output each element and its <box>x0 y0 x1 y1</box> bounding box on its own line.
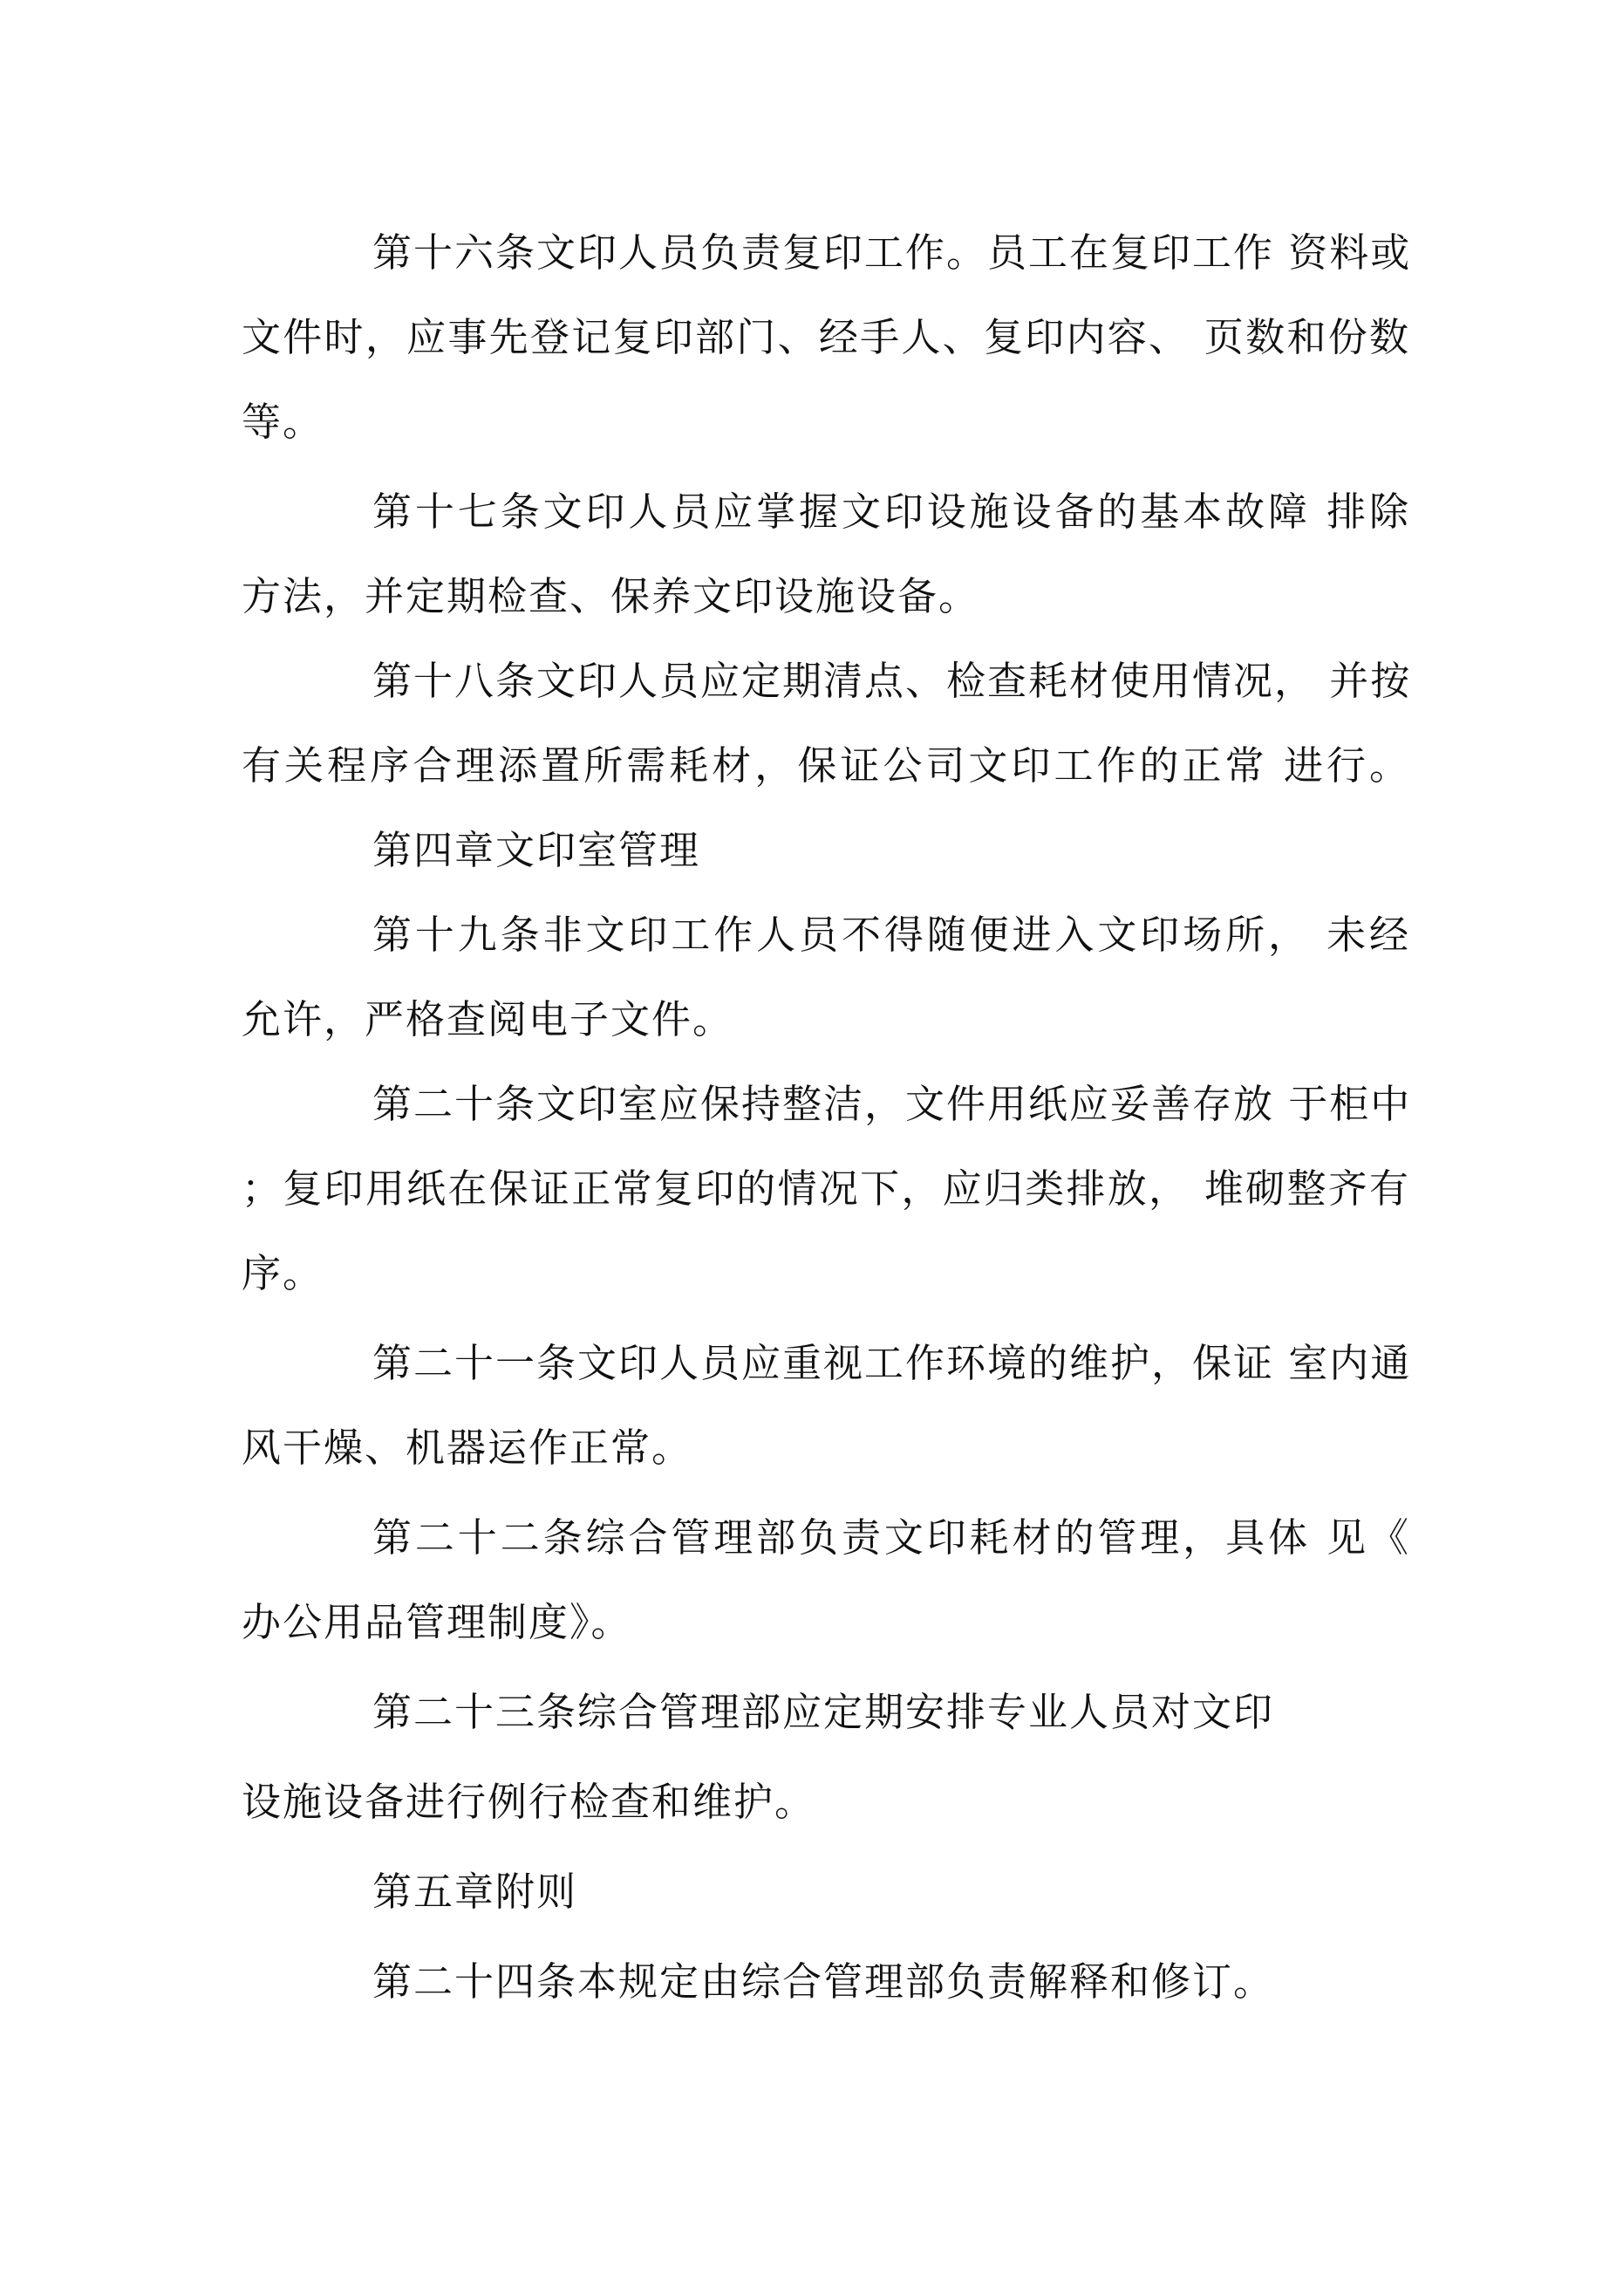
article-21-line-1: 第二十一条文印人员应重视工作环境的维护，保证 室内通 <box>372 1340 1412 1386</box>
article-23-line-1: 第二十三条综合管理部应定期安排专业人员对文印 <box>372 1689 1275 1735</box>
article-19-line-1: 第十九条非文印工作人员不得随便进入文印场所， 未经 <box>372 912 1410 958</box>
chapter-4-heading: 第四章文印室管理 <box>372 827 701 873</box>
article-16-line-3: 等。 <box>242 399 324 445</box>
article-20-line-3: 序。 <box>242 1250 324 1296</box>
article-19-line-2: 允许，严格查阅电子文件。 <box>242 996 734 1042</box>
chapter-5-heading: 第五章附则 <box>372 1869 578 1915</box>
article-16-line-1: 第十六条文印人员负责复印工作。员工在复印工作 资料或 <box>372 229 1412 276</box>
article-20-line-2: ；复印用纸在保证正常复印的情况下，应归类排放， 堆砌整齐有 <box>242 1165 1410 1212</box>
article-18-line-2: 有关程序合理添置所需耗材，保证公司文印工作的正常 进行。 <box>242 742 1410 789</box>
article-17-line-1: 第十七条文印人员应掌握文印设施设备的基本故障 排除 <box>372 489 1410 535</box>
article-22-line-1: 第二十二条综合管理部负责文印耗材的管理，具体 见《 <box>372 1514 1410 1561</box>
article-21-line-2: 风干燥、机器运作正常。 <box>242 1425 693 1471</box>
article-16-line-2: 文件时，应事先登记复印部门、经手人、复印内容、 页数和份数 <box>242 314 1410 360</box>
article-18-line-1: 第十八条文印人员应定期清点、检查耗材使用情况， 并按 <box>372 658 1412 704</box>
article-23-line-2: 设施设备进行例行检查和维护。 <box>242 1779 816 1825</box>
article-24-line-1: 第二十四条本规定由综合管理部负责解释和修订。 <box>372 1958 1275 2005</box>
article-22-line-2: 办公用品管理制度》。 <box>242 1599 632 1645</box>
article-20-line-1: 第二十条文印室应保持整洁，文件用纸应妥善存放 于柜中 <box>372 1081 1412 1127</box>
article-17-line-2: 方法，并定期检查、保养文印设施设备。 <box>242 573 980 619</box>
